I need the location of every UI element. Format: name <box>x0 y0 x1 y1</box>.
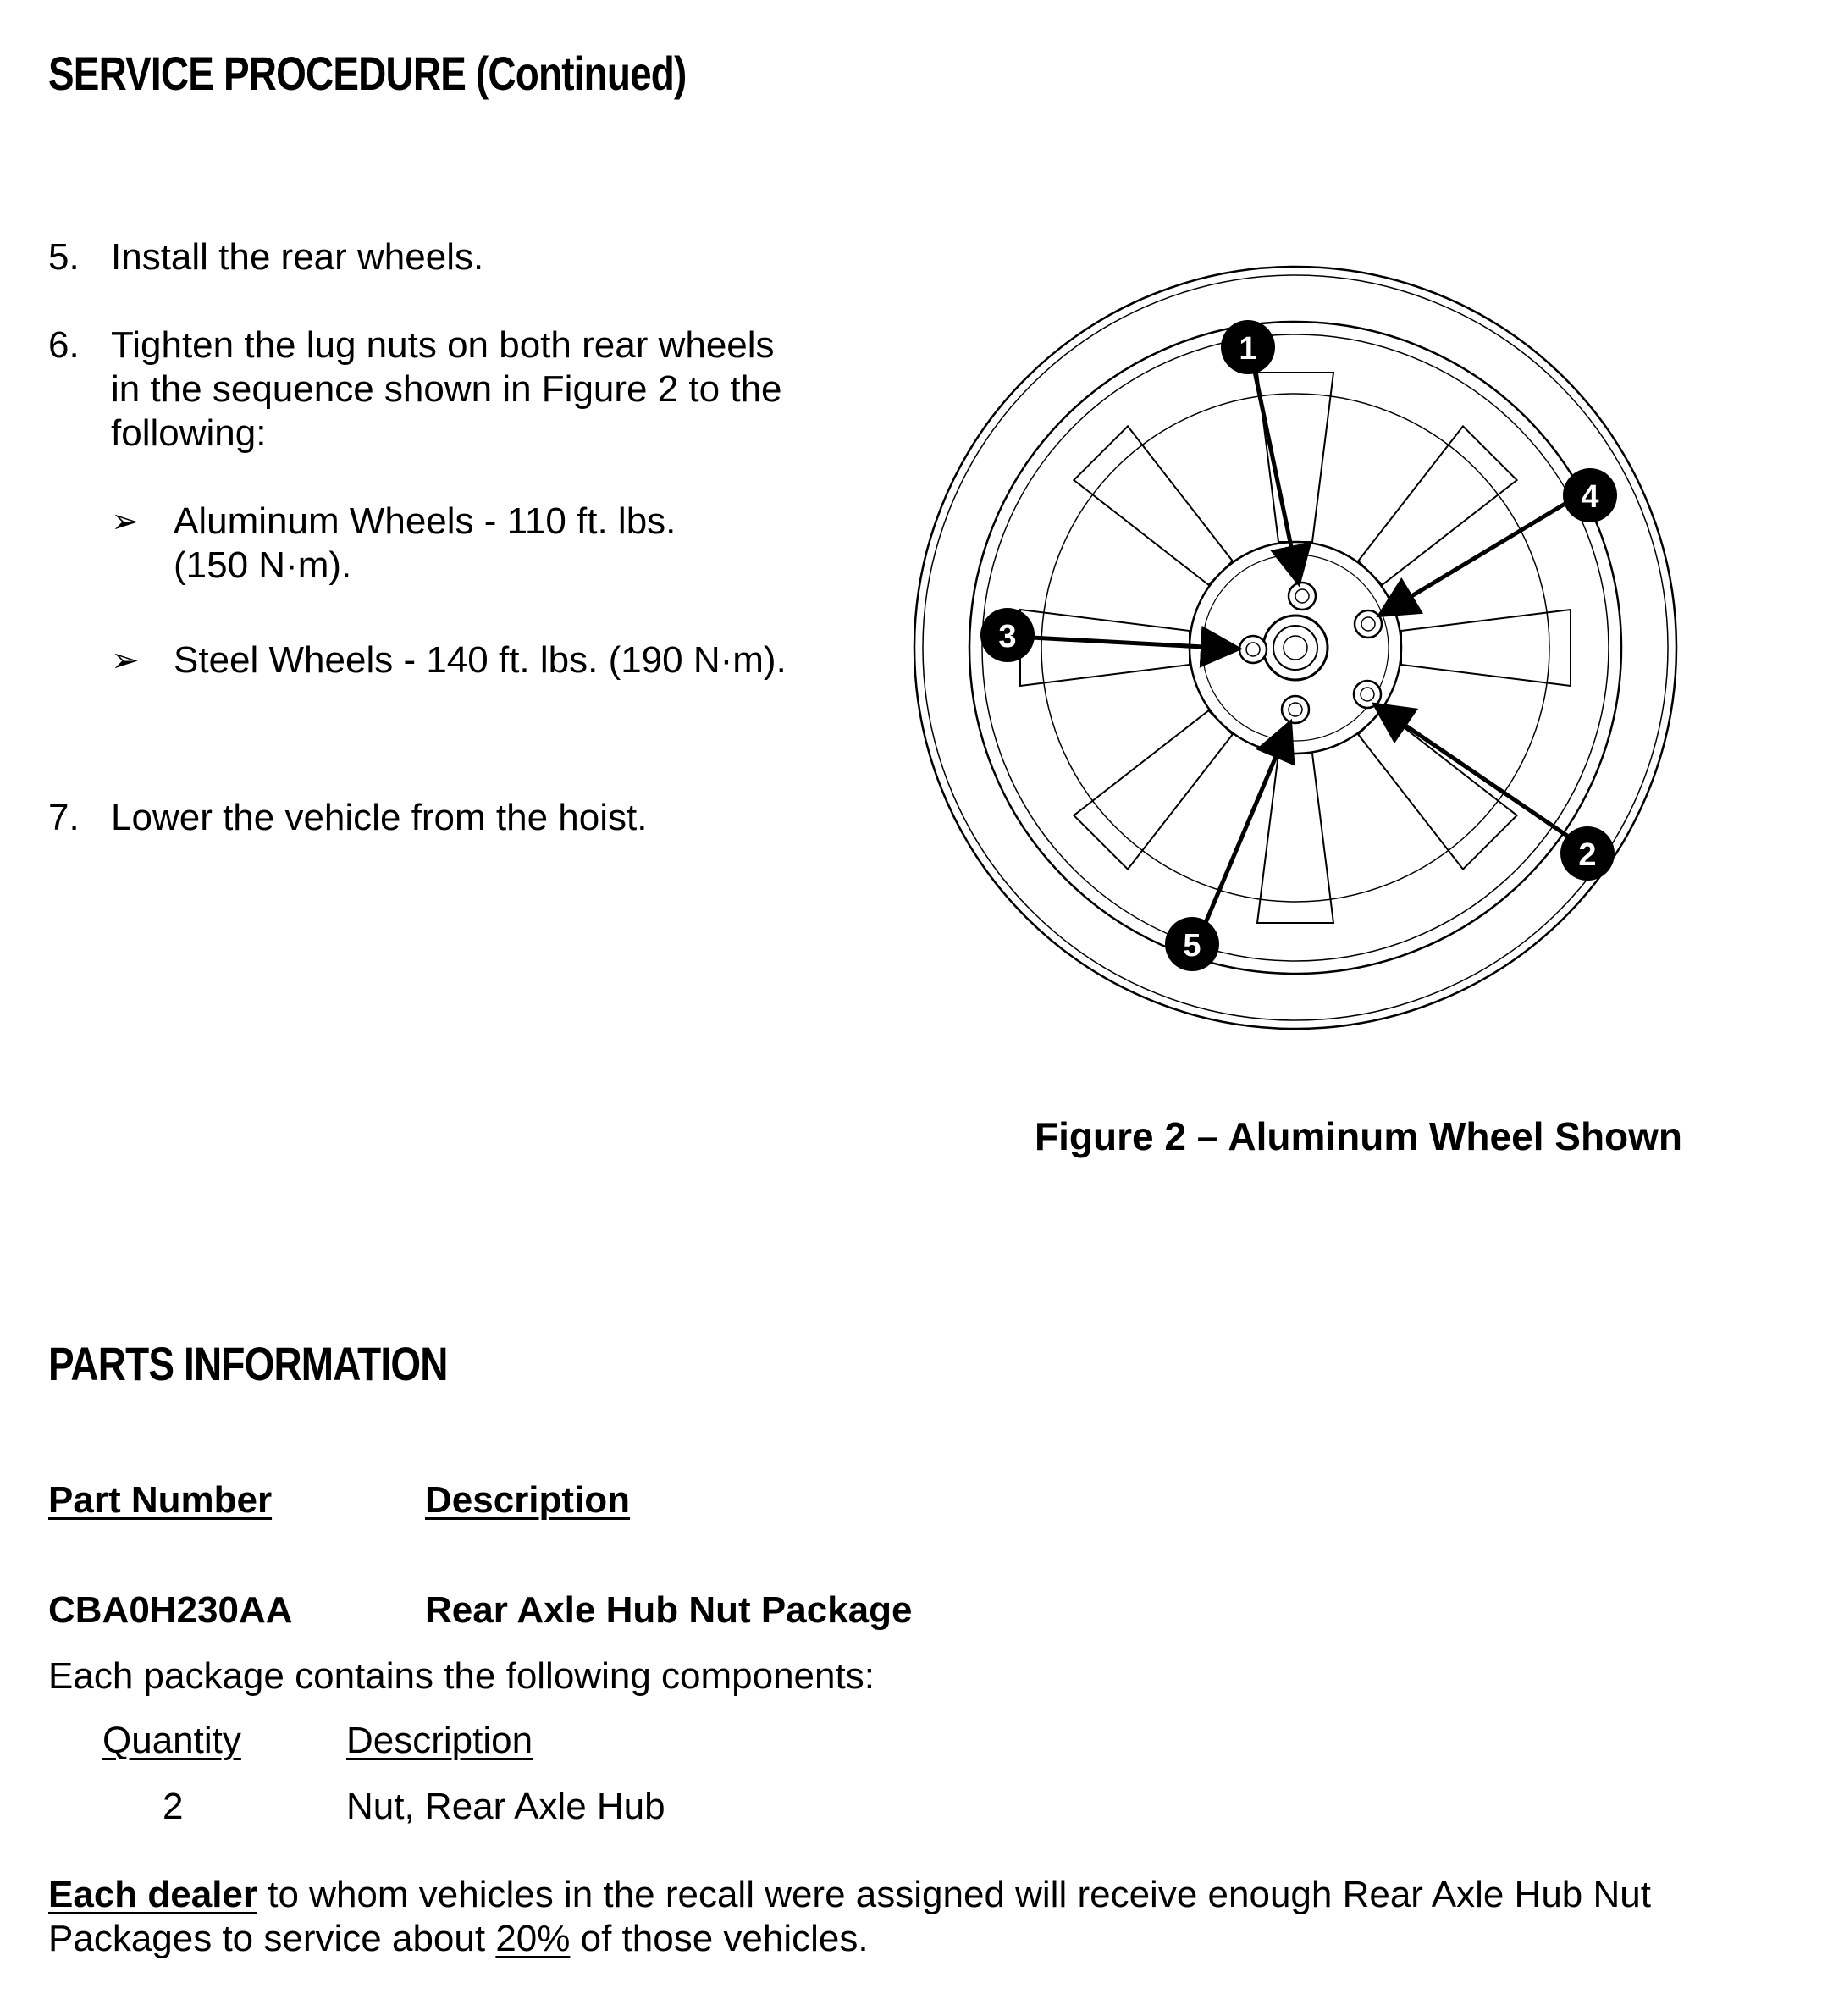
component-quantity-value: 2 <box>163 1786 184 1827</box>
step-6-line-3: following: <box>111 412 267 454</box>
arrow-bullet-icon: ➢ <box>111 503 140 540</box>
step-6-number: 6. <box>48 324 80 366</box>
aluminum-wheel-figure <box>872 254 1803 1050</box>
part-number-column-header: Part Number <box>48 1479 273 1521</box>
parts-information-heading: PARTS INFORMATION <box>48 1337 448 1390</box>
package-contents-intro: Each package contains the following components: <box>48 1655 875 1697</box>
part-number-value: CBA0H230AA <box>48 1589 293 1631</box>
aluminum-torque-line-2: (150 N·m). <box>174 544 352 586</box>
callout-3-arrow <box>1016 637 1234 649</box>
figure-caption: Figure 2 – Aluminum Wheel Shown <box>1035 1114 1683 1158</box>
callout-1-label: 1 <box>1239 331 1257 367</box>
component-description-column-header: Description <box>346 1720 533 1761</box>
wheel-spokes <box>1020 373 1571 923</box>
dealer-note-line-2-start: Packages to service about <box>48 1918 496 1959</box>
callout-5-arrow <box>1195 726 1289 947</box>
service-procedure-heading: SERVICE PROCEDURE (Continued) <box>48 47 687 100</box>
step-6-line-1: Tighten the lug nuts on both rear wheels <box>111 324 775 366</box>
dealer-note-lead: Each dealer <box>48 1874 258 1915</box>
rim-outer-edge <box>969 322 1621 974</box>
lug-nut <box>1239 636 1267 663</box>
dealer-note-line-1 <box>48 1873 1651 1917</box>
lug-nut <box>1289 583 1316 610</box>
step-7-number: 7. <box>48 797 80 838</box>
part-description-value: Rear Axle Hub Nut Package <box>425 1589 913 1631</box>
step-6-line-2: in the sequence shown in Figure 2 to the <box>111 368 782 410</box>
dealer-note-line-1-rest: to whom vehicles in the recall were assigned will receive enough Rear Axle Hub Nut <box>257 1874 1651 1915</box>
callout-3-label: 3 <box>998 619 1017 655</box>
step-7-text: Lower the vehicle from the hoist. <box>111 797 648 838</box>
dealer-note-line-2 <box>48 1917 869 1961</box>
component-description-value: Nut, Rear Axle Hub <box>346 1786 665 1827</box>
callout-4-label: 4 <box>1581 479 1599 515</box>
callout-4-arrow <box>1383 493 1583 613</box>
dealer-note-line-2-end: of those vehicles. <box>570 1918 869 1959</box>
arrow-bullet-icon: ➢ <box>111 642 140 679</box>
step-5-number: 5. <box>48 236 80 278</box>
aluminum-torque-line-1: Aluminum Wheels - 110 ft. lbs. <box>174 500 676 542</box>
lug-nut <box>1354 681 1381 708</box>
quantity-column-header: Quantity <box>102 1720 241 1761</box>
step-5-text: Install the rear wheels. <box>111 236 484 278</box>
steel-torque-line: Steel Wheels - 140 ft. lbs. (190 N·m). <box>174 639 787 681</box>
callout-5-label: 5 <box>1183 928 1201 964</box>
lug-nut <box>1355 610 1382 638</box>
callout-2-arrow <box>1378 707 1583 847</box>
lug-nut <box>1282 696 1309 723</box>
dealer-note-percent: 20% <box>495 1918 571 1959</box>
callout-2-label: 2 <box>1578 837 1597 873</box>
description-column-header: Description <box>425 1479 631 1521</box>
